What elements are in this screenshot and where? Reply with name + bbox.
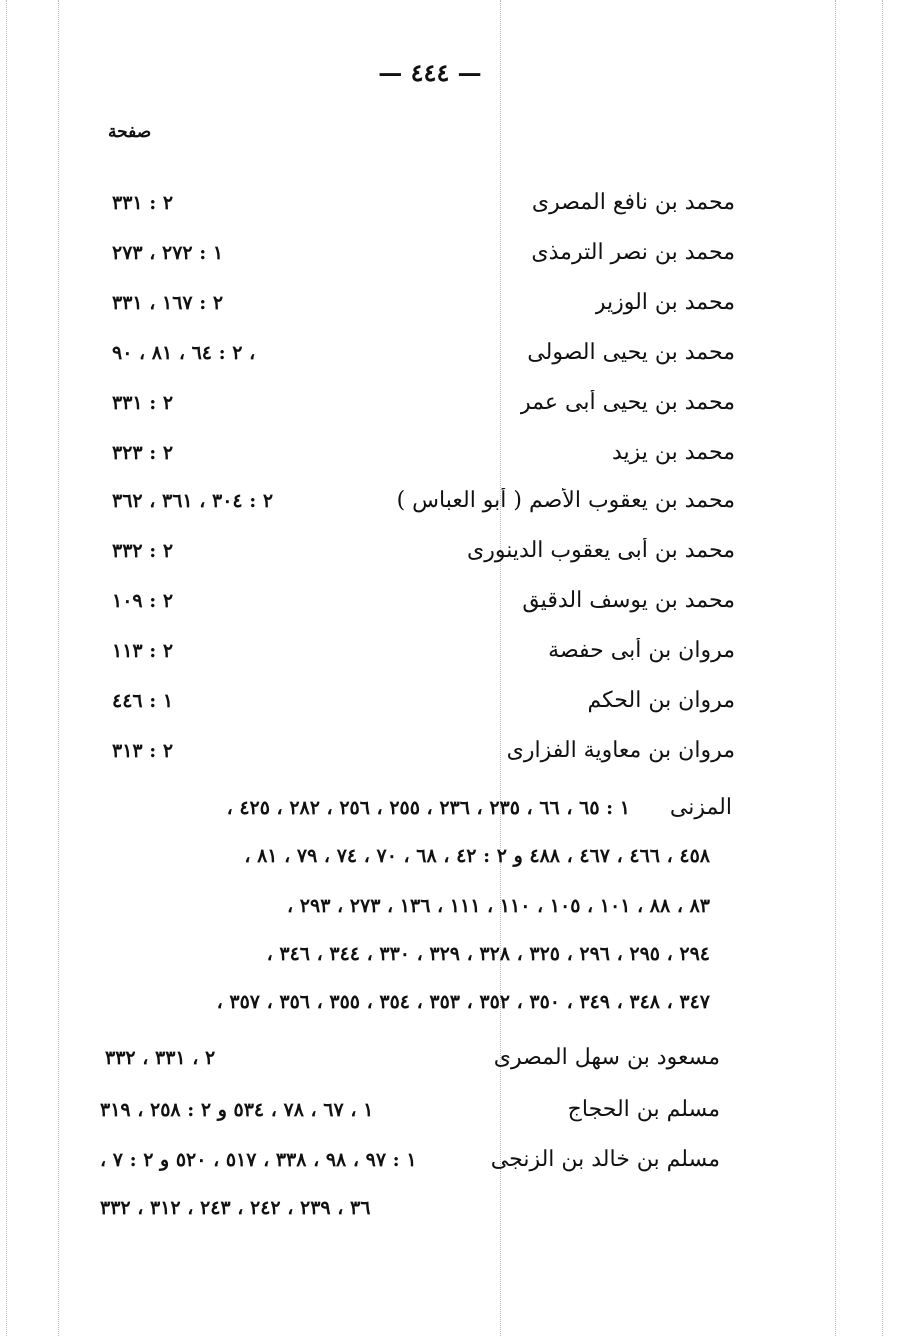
entry-name: محمد بن الوزير	[594, 290, 735, 315]
index-entry	[0, 1097, 900, 1141]
entry-references: ٢ : ٣٠٤ ، ٣٦١ ، ٣٦٢	[112, 490, 274, 512]
index-entry	[0, 390, 900, 434]
entry-name: مروان بن معاوية الفزارى	[506, 738, 735, 763]
entry-name: محمد بن نافع المصرى	[531, 190, 735, 215]
index-entry	[0, 638, 900, 682]
index-entry	[0, 240, 900, 284]
index-entry	[0, 538, 900, 582]
index-entry	[0, 738, 900, 782]
entry-name: مسلم بن خالد بن الزنجى	[490, 1147, 720, 1172]
continuation-line: ٣٤٧ ، ٣٤٨ ، ٣٤٩ ، ٣٥٠ ، ٣٥٢ ، ٣٥٣ ، ٣٥٤ ، ٣٥٥ ، ٣٥٦ ، ٣٥٧ ،	[216, 991, 710, 1013]
entry-name: محمد بن أبى يعقوب الدينورى	[467, 538, 735, 563]
entry-references: ٢ : ١١٣	[112, 640, 174, 662]
index-entry	[0, 440, 900, 484]
entry-references: ١ : ٢٧٢ ، ٢٧٣	[112, 242, 224, 264]
entry-references: ٢ : ٣١٣	[112, 740, 174, 762]
entry-name: محمد بن يحيى الصولى	[527, 340, 735, 365]
index-entry	[0, 588, 900, 632]
continuation-line: ٤٥٨ ، ٤٦٦ ، ٤٦٧ ، ٤٨٨ و ٢ : ٤٢ ، ٦٨ ، ٧٠ ، ٧٤ ، ٧٩ ، ٨١ ،	[244, 845, 710, 867]
entry-references: ١ ، ٦٧ ، ٧٨ ، ٥٣٤ و ٢ : ٢٥٨ ، ٣١٩	[100, 1099, 374, 1121]
entry-references: ١ : ٩٧ ، ٩٨ ، ٣٣٨ ، ٥١٧ ، ٥٢٠ و ٢ : ٧ ،	[100, 1149, 417, 1171]
entry-name: محمد بن يحيى أبى عمر	[520, 390, 735, 415]
entry-references: ٢ ، ٣٣١ ، ٣٣٢	[105, 1047, 216, 1069]
entry-references: ٢ : ٣٣١	[112, 192, 174, 214]
entry-name: مسلم بن الحجاج	[567, 1097, 720, 1122]
entry-name: محمد بن يعقوب الأصم ( أبو العباس )	[396, 488, 735, 513]
entry-name: المزنى	[669, 795, 732, 820]
index-entry	[0, 190, 900, 234]
entry-references: ٢ : ٣٣١	[112, 392, 174, 414]
index-entry	[0, 488, 900, 532]
entry-name: مسعود بن سهل المصرى	[493, 1045, 720, 1070]
continuation-line: ٣٦ ، ٢٣٩ ، ٢٤٢ ، ٢٤٣ ، ٣١٢ ، ٣٣٢	[100, 1197, 371, 1219]
page-column-label: صفحة	[108, 122, 152, 142]
entry-name: مروان بن أبى حفصة	[548, 638, 735, 663]
page-number: — ٤٤٤ —	[378, 58, 482, 87]
entry-references: ٢ : ٦٤ ، ٨١ ، ٩٠ ،	[112, 342, 256, 364]
index-entry	[0, 1045, 900, 1089]
entry-references: ٢ : ١٦٧ ، ٣٣١	[112, 292, 224, 314]
entry-references: ٢ : ١٠٩	[112, 590, 174, 612]
index-entry	[0, 290, 900, 334]
entry-name: محمد بن نصر الترمذى	[531, 240, 735, 265]
continuation-line: ٨٣ ، ٨٨ ، ١٠١ ، ١٠٥ ، ١١٠ ، ١١١ ، ١٣٦ ، ٢٧٣ ، ٢٩٣ ،	[287, 895, 710, 917]
index-entry	[0, 1147, 900, 1191]
entry-references: ١ : ٦٥ ، ٦٦ ، ٢٣٥ ، ٢٣٦ ، ٢٥٥ ، ٢٥٦ ، ٢٨٢ ، ٤٢٥ ،	[226, 797, 630, 819]
continuation-line: ٢٩٤ ، ٢٩٥ ، ٢٩٦ ، ٣٢٥ ، ٣٢٨ ، ٣٢٩ ، ٣٣٠ ، ٣٤٤ ، ٣٤٦ ،	[266, 943, 710, 965]
index-entry-muzani	[0, 795, 900, 839]
entry-references: ٢ : ٣٢٣	[112, 442, 174, 464]
entry-name: محمد بن يوسف الدقيق	[522, 588, 735, 613]
entry-references: ١ : ٤٤٦	[112, 690, 174, 712]
index-entry	[0, 340, 900, 384]
entry-name: مروان بن الحكم	[587, 688, 735, 713]
index-entry	[0, 688, 900, 732]
entry-references: ٢ : ٣٣٢	[112, 540, 174, 562]
entry-name: محمد بن يزيد	[611, 440, 735, 465]
